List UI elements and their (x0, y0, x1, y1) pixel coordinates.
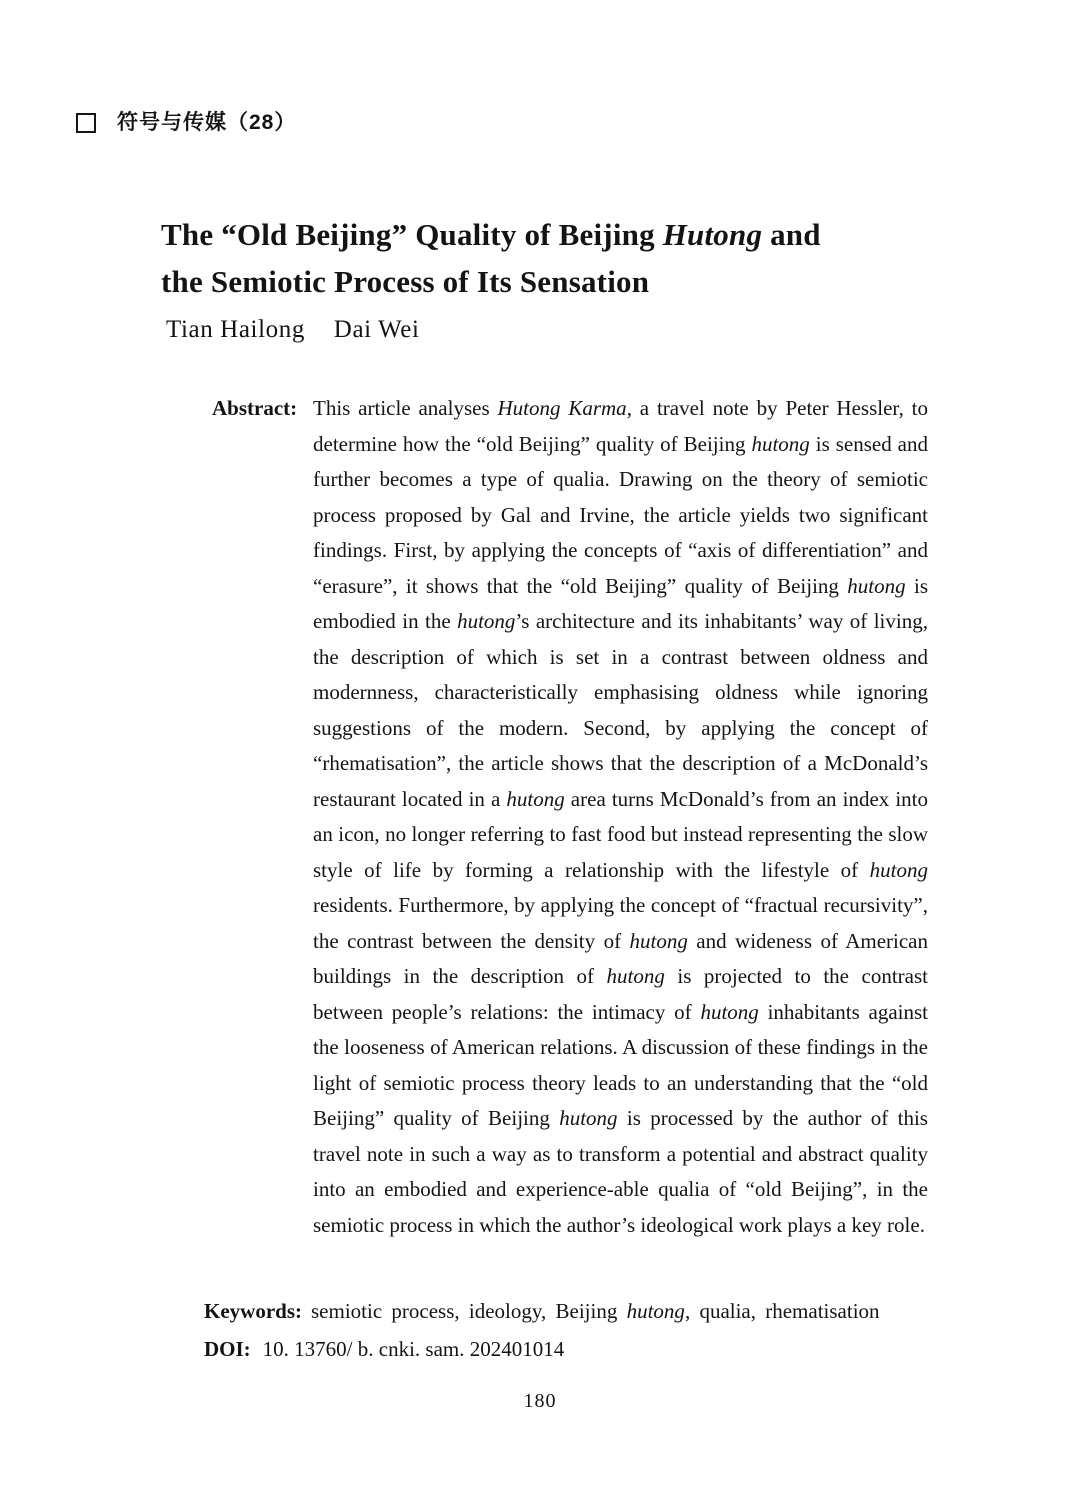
abstract-label: Abstract: (212, 396, 298, 420)
abstract-section (212, 391, 928, 1243)
keywords-text: semiotic process, ideology, Beijing hutong, qualia, rhematisation (311, 1299, 880, 1323)
square-outline-icon (76, 113, 96, 133)
keywords-label: Keywords: (204, 1299, 302, 1323)
journal-header (76, 111, 296, 135)
keywords-line (204, 1296, 934, 1326)
page-number: 180 (523, 1390, 557, 1412)
paper-title: The “Old Beijing” Quality of Beijing Hutong and the Semiotic Process of Its Sensation (161, 217, 821, 299)
doi-label: DOI: (204, 1337, 251, 1361)
author-name: Tian Hailong (166, 316, 305, 343)
author-name: Dai Wei (333, 316, 420, 343)
journal-title: 符号与传媒（28） (117, 111, 297, 134)
abstract-text: This article analyses Hutong Karma, a travel note by Peter Hessler, to determine how the “old Beijing” quality of Beijing hutong is sensed and further becomes a type of qualia. Drawing on the theory of semiotic process proposed by Gal and Irvine, the article yields two significant findings. First, by applying the concepts of “axis of differentiation” and “erasure”, it shows that the “old Beijing” quality of Beijing hutong is embodied in the hutong’s architecture and its inhabitants’ way of living, the description of which is set in a contrast between oldness and modernness, characteristically emphasising oldness while ignoring suggestions of the modern. Second, by applying the concept of “rhematisation”, the article shows that the description of a McDonald’s restaurant located in a hutong area turns McDonald’s from an index into an icon, no longer referring to fast food but instead representing the slow style of life by forming a relationship with the lifestyle of hutong residents. Furthermore, by applying the concept of “fractual recursivity”, the contrast between the density of hutong and wideness of American buildings in the description of hutong is projected to the contrast between people’s relations: the intimacy of hutong inhabitants against the looseness of American relations. A discussion of these findings in the light of semiotic process theory leads to an understanding that the “old Beijing” quality of Beijing hutong is processed by the author of this travel note in such a way as to transform a potential and abstract quality into an embodied and experience-able qualia of “old Beijing”, in the semiotic process in which the author’s ideological work plays a key role. (313, 396, 929, 1237)
doi-value: 10. 13760/ b. cnki. sam. 202401014 (262, 1337, 565, 1361)
authors (166, 316, 420, 344)
doi-line (204, 1334, 934, 1364)
